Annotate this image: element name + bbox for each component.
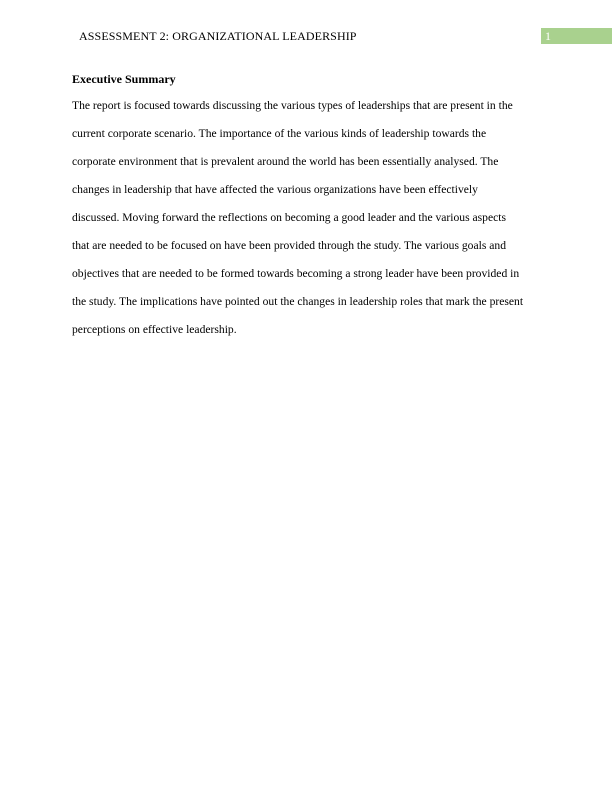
paragraph-line: perceptions on effective leadership.: [72, 323, 237, 336]
paragraph-line: changes in leadership that have affected the various organizations have been effectively: [72, 183, 478, 196]
paragraph-line: The report is focused towards discussing the various types of leaderships that are present in the: [72, 99, 513, 112]
page-number: 1: [545, 29, 551, 43]
summary-paragraph: [72, 98, 552, 350]
section-heading: Executive Summary: [72, 72, 176, 86]
paragraph-line: objectives that are needed to be formed towards becoming a strong leader have been provided in: [72, 267, 520, 280]
paragraph-line: that are needed to be focused on have been provided through the study. The various goals and: [72, 239, 506, 252]
paragraph-line: the study. The implications have pointed out the changes in leadership roles that mark the present: [72, 295, 524, 308]
running-header: ASSESSMENT 2: ORGANIZATIONAL LEADERSHIP: [79, 29, 357, 43]
paragraph-line: corporate environment that is prevalent around the world has been essentially analysed. The: [72, 155, 499, 168]
paragraph-line: discussed. Moving forward the reflections on becoming a good leader and the various aspects: [72, 211, 506, 224]
page-number-badge: [541, 28, 612, 44]
paragraph-line: current corporate scenario. The importance of the various kinds of leadership towards the: [72, 127, 487, 140]
